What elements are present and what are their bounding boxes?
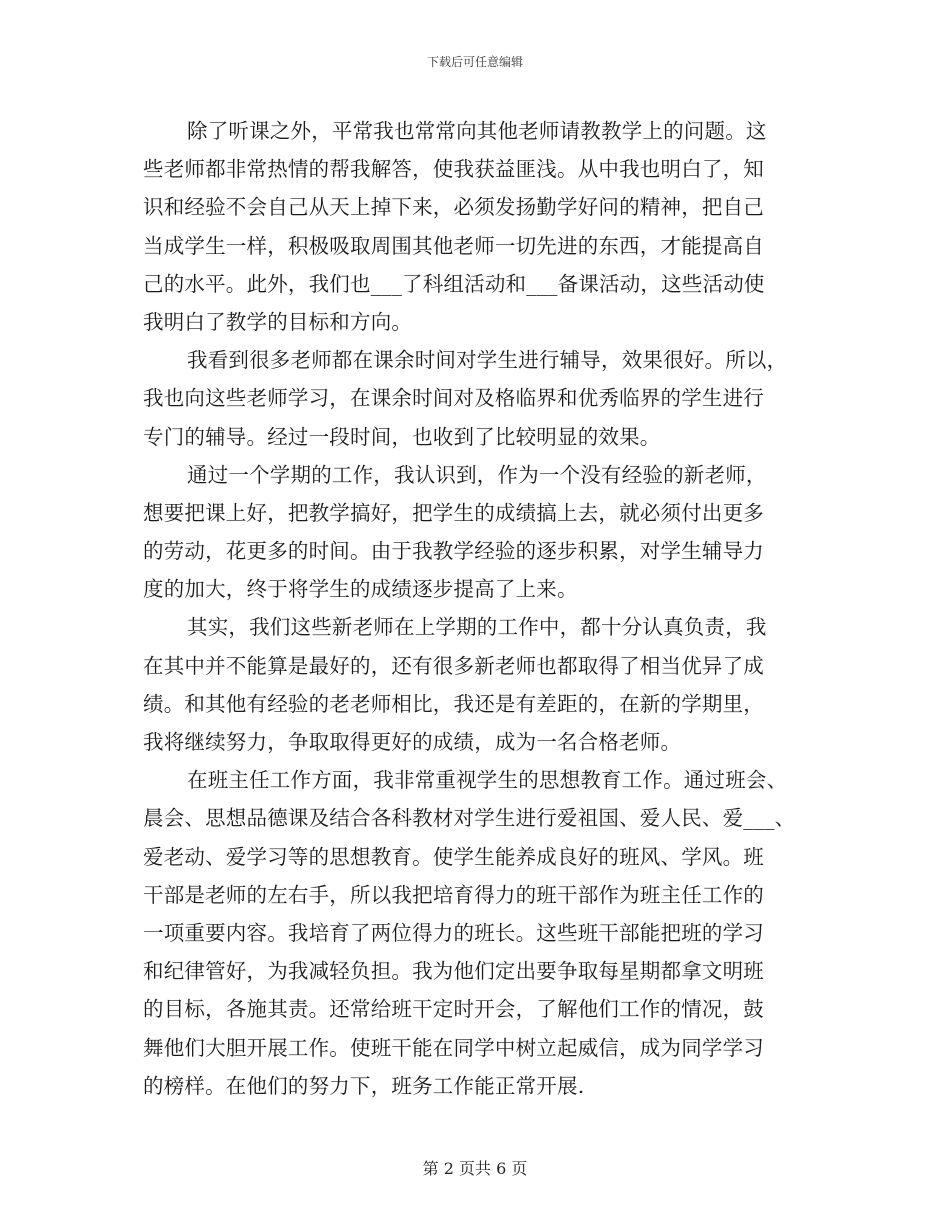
text-line: 和纪律管好，为我减轻负担。我为他们定出要争取每星期都拿文明班	[143, 959, 764, 984]
text-line: 一项重要内容。我培育了两位得力的班长。这些班干部能把班的学习	[143, 920, 764, 945]
text-line: 通过一个学期的工作，我认识到，作为一个没有经验的新老师，	[187, 462, 767, 487]
document-body	[143, 112, 803, 1105]
text-line: 己的水平。此外，我们也___了科组活动和___备课活动，这些活动使	[143, 271, 765, 296]
text-line: 我将继续努力，争取取得更好的成绩，成为一名合格老师。	[143, 730, 682, 754]
text-line: 些老师都非常热情的帮我解答，使我获益匪浅。从中我也明白了，知	[143, 157, 764, 182]
page-header: 下载后可任意编辑	[426, 55, 523, 69]
text-line: 其实，我们这些新老师在上学期的工作中，都十分认真负责，我	[187, 615, 767, 640]
text-line: 绩。和其他有经验的老老师相比，我还是有差距的，在新的学期里，	[143, 691, 764, 716]
text-line: 我也向这些老师学习，在课余时间对及格临界和优秀临界的学生进行	[143, 386, 764, 411]
text-line: 的劳动，花更多的时间。由于我教学经验的逐步积累，对学生辅导力	[143, 539, 764, 564]
text-line: 的榜样。在他们的努力下，班务工作能正常开展.	[143, 1073, 585, 1098]
text-line: 识和经验不会自己从天上掉下来，必须发扬勤学好问的精神，把自己	[143, 195, 764, 220]
text-line: 专门的辅导。经过一段时间，也收到了比较明显的效果。	[143, 424, 661, 449]
text-line: 舞他们大胆开展工作。使班干能在同学中树立起威信，成为同学学习	[143, 1035, 764, 1060]
text-line: 度的加大，终于将学生的成绩逐步提高了上来。	[143, 577, 578, 602]
text-line: 我明白了教学的目标和方向。	[143, 309, 413, 334]
text-line: 在班主任工作方面，我非常重视学生的思想教育工作。通过班会、	[187, 768, 788, 793]
text-line: 的目标，各施其责。还常给班干定时开会，了解他们工作的情况，鼓	[143, 997, 764, 1022]
text-line: 我看到很多老师都在课余时间对学生进行辅导，效果很好。所以，	[187, 348, 788, 373]
text-line: 在其中并不能算是最好的，还有很多新老师也都取得了相当优异了成	[143, 653, 764, 678]
text-line: 当成学生一样，积极吸取周围其他老师一切先进的东西，才能提高自	[143, 233, 764, 258]
text-line: 干部是老师的左右手，所以我把培育得力的班干部作为班主任工作的	[143, 882, 764, 907]
text-line: 晨会、思想品德课及结合各科教材对学生进行爱祖国、爱人民、爱___、	[143, 806, 796, 831]
text-line: 想要把课上好，把教学搞好，把学生的成绩搞上去，就必须付出更多	[143, 500, 764, 525]
text-line: 爱老动、爱学习等的思想教育。使学生能养成良好的班风、学风。班	[143, 844, 764, 869]
page-footer: 第 2 页共 6 页	[422, 1159, 528, 1178]
text-line: 除了听课之外，平常我也常常向其他老师请教教学上的问题。这	[187, 119, 767, 143]
